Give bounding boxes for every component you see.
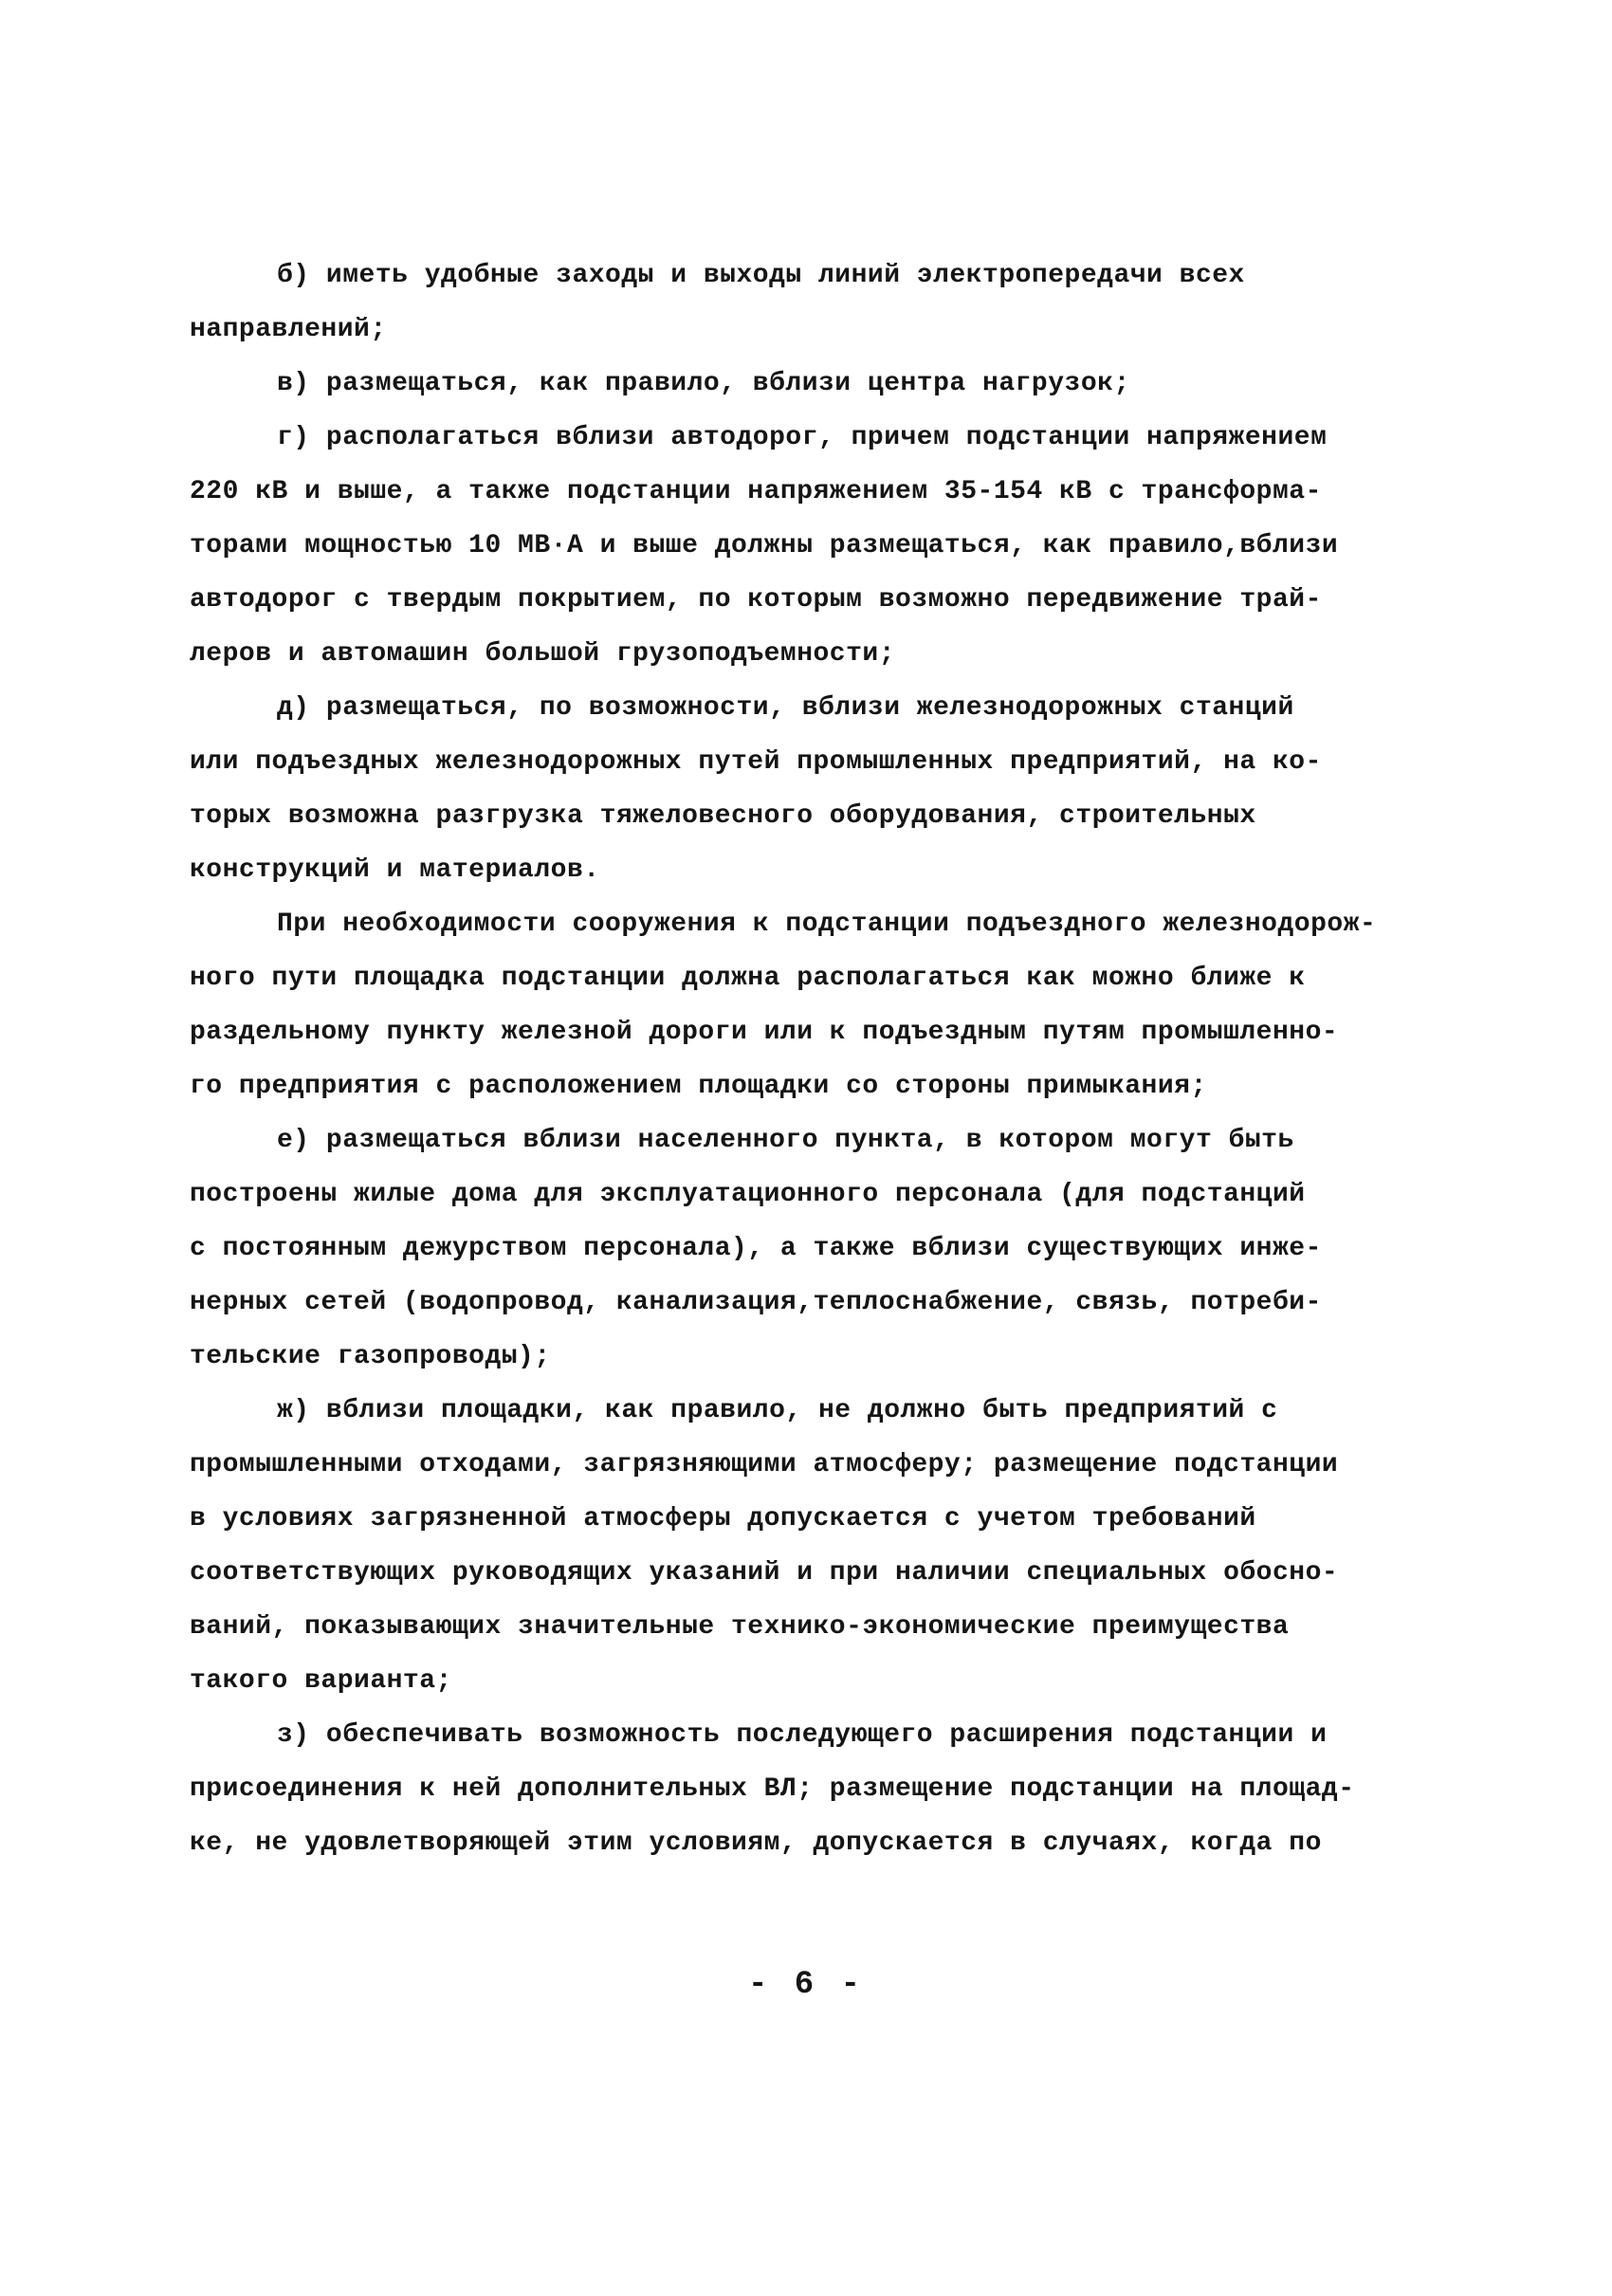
text-line: в) размещаться, как правило, вблизи центра нагрузок; [277,369,1130,398]
text-line: д) размещаться, по возможности, вблизи железнодорожных станций [277,693,1294,723]
text-line: ке, не удовлетворяющей этим условиям, допускается в случаях, когда по [190,1828,1322,1858]
text-line: автодорог с твердым покрытием, по которым возможно передвижение трай- [190,585,1322,615]
text-line: го предприятия с расположением площадки со стороны примыкания; [190,1072,1207,1101]
text-line: промышленными отходами, загрязняющими атмосферу; размещение подстанции [190,1450,1339,1479]
text-line: 220 кВ и выше, а также подстанции напряжением 35-154 кВ с трансформа- [190,477,1322,506]
text-line: торых возможна разгрузка тяжеловесного оборудования, строительных [190,801,1256,831]
text-line: в условиях загрязненной атмосферы допускается с учетом требований [190,1504,1256,1534]
text-line: леров и автомашин большой грузоподъемности; [190,639,896,669]
text-line: ж) вблизи площадки, как правило, не должно быть предприятий с [277,1396,1278,1425]
text-line: торами мощностью 10 МВ·А и выше должны размещаться, как правило,вблизи [190,531,1339,560]
text-line: ного пути площадка подстанции должна располагаться как можно ближе к [190,964,1306,993]
text-line: или подъездных железнодорожных путей промышленных предприятий, на ко- [190,747,1322,777]
text-line: нерных сетей (водопровод, канализация,теплоснабжение, связь, потреби- [190,1288,1322,1317]
text-line: тельские газопроводы); [190,1342,551,1371]
text-line: раздельному пункту железной дороги или к подъездным путям промышленно- [190,1018,1339,1047]
text-line: присоединения к ней дополнительных ВЛ; размещение подстанции на площад- [190,1774,1355,1804]
page-number: - 6 - [747,1967,865,2003]
text-line: е) размещаться вблизи населенного пункта, в котором могут быть [277,1126,1294,1155]
text-line: соответствующих руководящих указаний и при наличии специальных обосно- [190,1558,1339,1588]
text-line: г) располагаться вблизи автодорог, причем подстанции напряжением [277,423,1328,452]
text-line: такого варианта; [190,1666,452,1696]
text-line: з) обеспечивать возможность последующего расширения подстанции и [277,1720,1328,1750]
text-line: направлений; [190,315,387,344]
document-body [190,248,1451,1870]
text-line: б) иметь удобные заходы и выходы линий электропередачи всех [277,261,1245,290]
text-line: При необходимости сооружения к подстанции подъездного железнодорож- [277,909,1377,939]
text-line: ваний, показывающих значительные технико-экономические преимущества [190,1612,1290,1642]
text-line: с постоянным дежурством персонала), а также вблизи существующих инже- [190,1234,1322,1263]
text-line: конструкций и материалов. [190,855,600,885]
text-line: построены жилые дома для эксплуатационного персонала (для подстанций [190,1180,1306,1209]
